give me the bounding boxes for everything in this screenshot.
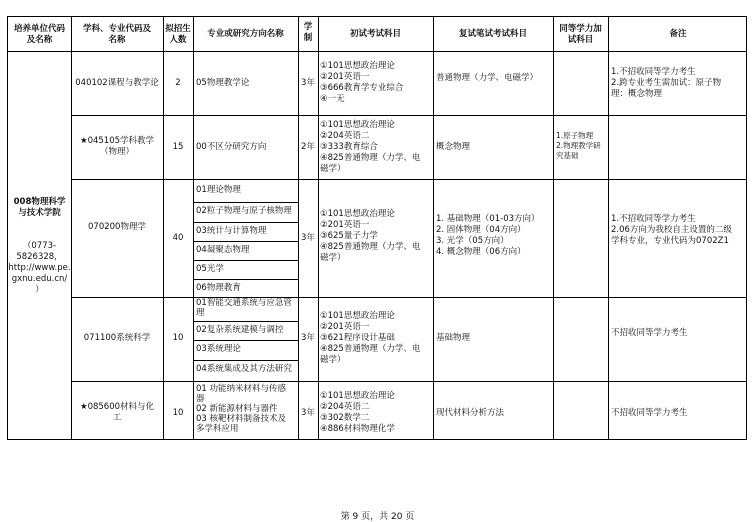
exam2-list: 普通物理（力学、电磁学） <box>436 73 539 83</box>
direction-item: 02复杂系统建模与调控 <box>196 325 284 335</box>
header-years: 学 制 <box>303 22 313 43</box>
row-divider <box>71 179 746 180</box>
extra-subjects: 1.原子物理 2.物理教学研 究基础 <box>556 131 601 160</box>
direction-list: 01 功能纳米材料与传感 器 02 新能源材料与器件 03 核靶材料制备技术及 多学科应用 <box>196 384 287 434</box>
years: 2年 <box>301 142 315 152</box>
unit-name: 008物理科学 与技术学院 <box>13 197 66 218</box>
years: 3年 <box>301 233 315 243</box>
exam1-list: ①101思想政治理论 ②204英语二 ③302数学二 ④886材料物理化学 <box>320 391 395 434</box>
exam1-list: ①101思想政治理论 ②204英语二 ③333教育综合 ④825普通物理（力学、电 磁学） <box>320 120 421 174</box>
header-major: 学科、专业代码及 名称 <box>82 24 151 45</box>
years: 3年 <box>301 408 315 418</box>
major-name: ★045105学科教学 （物理） <box>79 136 155 157</box>
enroll-count: 2 <box>175 78 181 88</box>
header-extra: 同等学力加 试科目 <box>559 24 602 45</box>
direction-item: 05光学 <box>196 264 224 274</box>
col-divider <box>608 17 609 439</box>
enroll-count: 40 <box>172 233 184 243</box>
direction-item: 03系统理论 <box>196 344 241 354</box>
sub-divider <box>193 260 298 261</box>
major-name: 040102课程与教学论 <box>75 78 159 88</box>
enroll-count: 15 <box>172 142 184 152</box>
row-divider <box>71 297 746 298</box>
header-notes: 备注 <box>669 29 687 39</box>
direction-item: 01理论物理 <box>196 185 241 195</box>
major-name: 071100系统科学 <box>83 333 151 343</box>
sub-divider <box>193 340 298 341</box>
direction-item: 00不区分研究方向 <box>196 142 267 152</box>
major-name: ★085600材料与化 工 <box>79 402 155 423</box>
row-divider <box>71 115 746 116</box>
years: 3年 <box>301 78 315 88</box>
major-name: 070200物理学 <box>88 222 146 232</box>
years: 3年 <box>301 333 315 343</box>
exam2-list: 基础物理 <box>436 333 471 343</box>
direction-item: 01智能交通系统与应急管 理 <box>196 298 292 318</box>
notes: 1.不招收同等学力考生 2.跨专业考生需加试：原子物 理：概念物理 <box>611 67 722 99</box>
direction-item: 02粒子物理与原子核物理 <box>196 206 292 216</box>
header-enroll: 拟招生 人数 <box>165 24 191 45</box>
sub-divider <box>193 279 298 280</box>
notes: 不招收同等学力考生 <box>611 408 688 418</box>
exam2-list: 概念物理 <box>436 142 471 152</box>
direction-item: 04系统集成及其方法研究 <box>196 364 292 374</box>
enroll-count: 10 <box>172 408 184 418</box>
sub-divider <box>193 222 298 223</box>
row-divider <box>8 51 746 52</box>
enroll-count: 10 <box>172 333 184 343</box>
page-footer: 第 9 页，共 20 页 <box>340 512 415 522</box>
header-unit: 培养单位代码 及名称 <box>13 24 65 45</box>
exam2-list: 1. 基础物理（01-03方向） 2. 固体物理（04方向） 3. 光学（05方向） 4. 概念物理（06方向） <box>436 214 540 257</box>
direction-item: 03统计与计算物理 <box>196 226 267 236</box>
direction-item: 05物理教学论 <box>196 78 250 88</box>
exam1-list: ①101思想政治理论 ②201英语一 ③625量子力学 ④825普通物理（力学、电 磁学） <box>320 209 421 263</box>
sub-divider <box>193 202 298 203</box>
header-exam1: 初试考试科目 <box>349 29 401 39</box>
direction-item: 04凝聚态物理 <box>196 245 250 255</box>
sub-divider <box>193 321 298 322</box>
col-divider <box>553 17 554 439</box>
unit-contact: （0773- 5826328， http://www.pe. gxnu.edu.cn/ ） <box>8 241 71 295</box>
header-exam2: 复试笔试考试科目 <box>458 29 527 39</box>
exam1-list: ①101思想政治理论 ②201英语一 ③621程序设计基础 ④825普通物理（力学、电 磁学） <box>320 311 421 365</box>
exam2-list: 现代材料分析方法 <box>436 408 505 418</box>
exam1-list: ①101思想政治理论 ②201英语一 ③666教育学专业综合 ④一无 <box>320 61 404 104</box>
row-divider <box>71 381 746 382</box>
sub-divider <box>193 241 298 242</box>
notes: 不招收同等学力考生 <box>611 328 688 338</box>
col-divider <box>193 17 194 439</box>
sub-divider <box>193 360 298 361</box>
direction-item: 06物理教育 <box>196 283 241 293</box>
header-direction: 专业或研究方向名称 <box>207 29 284 39</box>
col-divider <box>433 17 434 439</box>
admissions-table <box>7 16 747 440</box>
col-divider <box>318 17 319 439</box>
notes: 1.不招收同等学力考生 2.06方向为我校自主设置的二级 学科专业，专业代码为0702Z1 <box>611 214 732 246</box>
